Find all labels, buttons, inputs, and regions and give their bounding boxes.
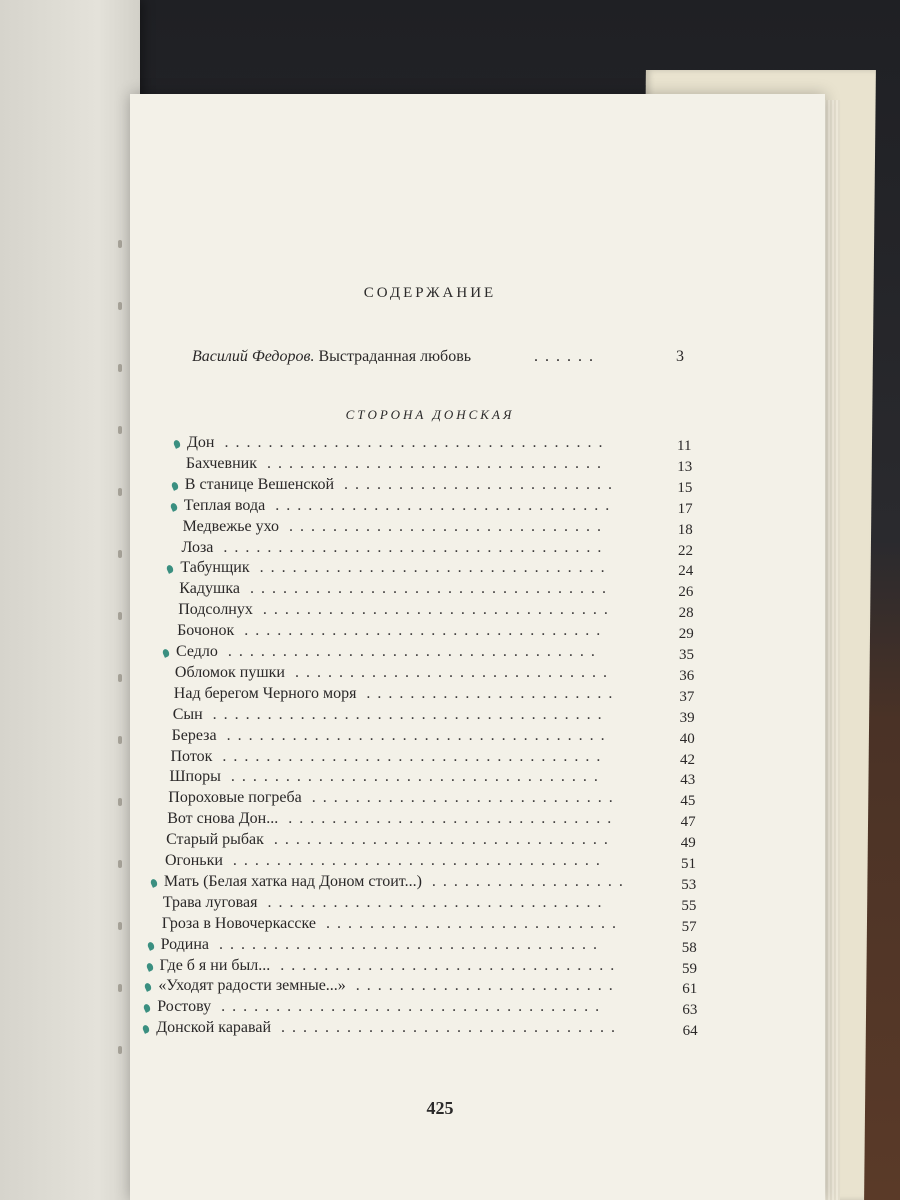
toc-entry [166,831,711,853]
toc-entry-leader: ................................... [223,538,609,556]
toc-entry-title: Дон [187,434,215,451]
toc-entry-leader: ................................. [249,580,613,598]
toc-entry-title: Гроза в Новочеркасске [161,914,316,932]
pencil-check-icon [162,648,171,658]
toc-entry [169,768,710,790]
pencil-check-icon [146,941,155,951]
toc-entry-page: 24 [678,563,694,580]
toc-entry-page: 22 [678,542,693,559]
pencil-check-icon [143,1003,152,1013]
toc-entry-title: Донской каравай [156,1019,272,1037]
toc-entry-page: 35 [679,647,694,663]
toc-entry-leader: ....................... [366,684,620,702]
toc-entry-leader: .............................. [288,810,619,828]
toc-entry [172,727,710,749]
toc-entry-title: Медвежье ухо [182,517,280,535]
toc-entry-leader: ................................. [244,622,608,640]
toc-entry-page: 29 [678,626,694,643]
toc-entry-page: 43 [680,772,696,789]
toc-entry-leader: ........................ [355,977,620,995]
toc-entry-page: 36 [679,667,695,684]
toc-entry [157,998,712,1020]
toc-entry-leader: ......................... [344,475,620,493]
toc-entry [178,601,708,623]
toc-entry-page: 28 [678,605,694,622]
toc-entry-leader: ................................... [224,434,610,451]
toc-entry-leader: ................................ [259,559,612,577]
toc-entry [156,1019,712,1041]
toc-entry-leader: ............................. [289,517,609,535]
toc-entry-title: Шпоры [169,768,221,786]
toc-entry-leader: ............................... [281,1019,623,1037]
toc-entry [162,915,712,937]
toc-entry-title: Старый рыбак [166,831,264,849]
toc-entry-title: Бочонок [177,622,235,640]
toc-entry-title: Лоза [181,538,214,556]
toc-entry-leader: ................................... [219,935,604,953]
toc-entry [176,643,709,665]
toc-entry [173,706,710,728]
toc-entry-title: В станице Вешенской [184,475,335,493]
toc-entry-page: 18 [677,521,693,538]
toc-entry-page: 42 [680,751,695,768]
toc-entry-title: Ростову [157,998,212,1016]
toc-entry-leader: ............................... [275,496,617,514]
toc-entry-title: Теплая вода [183,496,266,514]
toc-entry-leader: .................................. [232,852,607,869]
toc-entry [161,936,712,958]
toc-entry-page: 40 [679,730,695,747]
pencil-check-icon [166,564,175,574]
pencil-check-icon [144,982,153,992]
pencil-check-icon [173,439,182,449]
toc-entry [187,434,707,456]
toc-entry-leader: ............................ [311,789,620,807]
pencil-check-icon [149,878,158,888]
toc-entry-leader: ............................... [280,956,622,974]
toc-entry-title: Пороховые погреба [168,789,302,807]
toc-entry [179,580,708,602]
toc-entry-page: 15 [677,479,693,496]
toc-entry-page: 49 [680,835,696,852]
foreword-leader: ...... [534,348,600,365]
toc-entry-title: «Уходят радости земные...» [158,977,346,995]
toc-entry-page: 26 [678,584,694,601]
toc-entry-page: 11 [677,438,692,454]
toc-entry-leader: ............................... [273,831,615,849]
toc-entry [163,894,712,916]
toc-entry-page: 37 [679,688,695,705]
toc-entry-title: Сын [172,705,203,723]
toc-entry [164,873,711,895]
foreword-author: Василий Федоров. [192,348,315,365]
toc-entry-page: 58 [681,939,697,956]
toc-heading: СОДЕРЖАНИЕ [363,285,497,301]
toc-entry-title: Бахчевник [185,454,257,472]
toc-entry-page: 45 [680,793,696,810]
toc-entry-page: 47 [680,814,696,831]
foreword-title: Выстраданная любовь [318,348,472,365]
toc-entry [180,559,708,581]
toc-entry-leader: ............................... [266,454,608,472]
toc-entry-leader: .................................. [227,643,602,660]
toc-entry [168,789,710,811]
page-number: 425 [426,1098,454,1118]
toc-entry-title: Мать (Белая хатка над Доном стоит...) [163,872,422,890]
section-heading: СТОРОНА ДОНСКАЯ [345,407,515,422]
foreword-page: 3 [676,348,684,365]
toc-entry-title: Табунщик [180,559,250,577]
toc-entry-page: 17 [677,500,693,517]
toc-entry-page: 51 [681,856,696,872]
toc-entry-title: Седло [176,643,218,660]
pencil-check-icon [145,962,154,972]
toc-entry-title: Подсолнух [178,601,253,619]
toc-entry-page: 63 [682,1002,698,1019]
toc-entry-leader: ............................. [294,663,614,681]
toc-entry-leader: .................................... [212,705,609,723]
toc-entry-title: Поток [170,747,213,765]
toc-entry-title: Где б я ни был... [159,956,271,974]
toc-entry-page: 13 [677,458,693,475]
toc-entry [177,622,709,644]
toc-entry-page: 64 [682,1023,698,1040]
toc-entry [165,852,711,874]
toc-entry [182,539,709,561]
toc-entry [158,977,712,999]
toc-entry-leader: ................................... [226,726,612,744]
toc-entry-page: 57 [681,918,697,935]
toc-entry-leader: ................................... [221,998,607,1016]
toc-entry-leader: ................................... [222,747,608,765]
toc-entry-leader: ........................... [325,914,623,932]
toc-entry-page: 53 [681,876,697,893]
toc-entry [167,810,710,832]
toc-entry [175,664,709,686]
toc-entry-leader: .................................. [230,768,605,786]
toc-entry-leader: ................................ [262,601,615,619]
toc-entry [160,957,713,979]
toc-entry [184,497,708,519]
toc-entry-title: Родина [160,935,209,953]
toc-entry [186,455,707,477]
pencil-check-icon [169,502,178,512]
toc-entry-title: Вот снова Дон... [167,810,279,828]
toc-entry [185,476,708,498]
toc-entry-page: 55 [681,897,697,914]
toc-entry-title: Трава луговая [162,893,258,911]
toc-entry-title: Кадушка [179,580,240,598]
toc-entry-title: Над берегом Черного моря [173,684,357,702]
toc-entry-title: Береза [171,726,217,744]
toc-entry-title: Обломок пушки [174,663,285,681]
toc-entry [171,748,711,770]
toc-entry-page: 39 [679,709,695,726]
toc-entry-page: 61 [682,981,698,998]
toc-entry-leader: ............................... [267,893,609,911]
toc-entry [174,685,710,707]
pencil-check-icon [142,1024,151,1034]
toc-entry [183,518,708,540]
toc-entry-page: 59 [682,960,697,977]
toc-entry-leader: .................. [431,872,630,890]
toc-entry-title: Огоньки [165,852,223,869]
pencil-check-icon [170,481,179,491]
